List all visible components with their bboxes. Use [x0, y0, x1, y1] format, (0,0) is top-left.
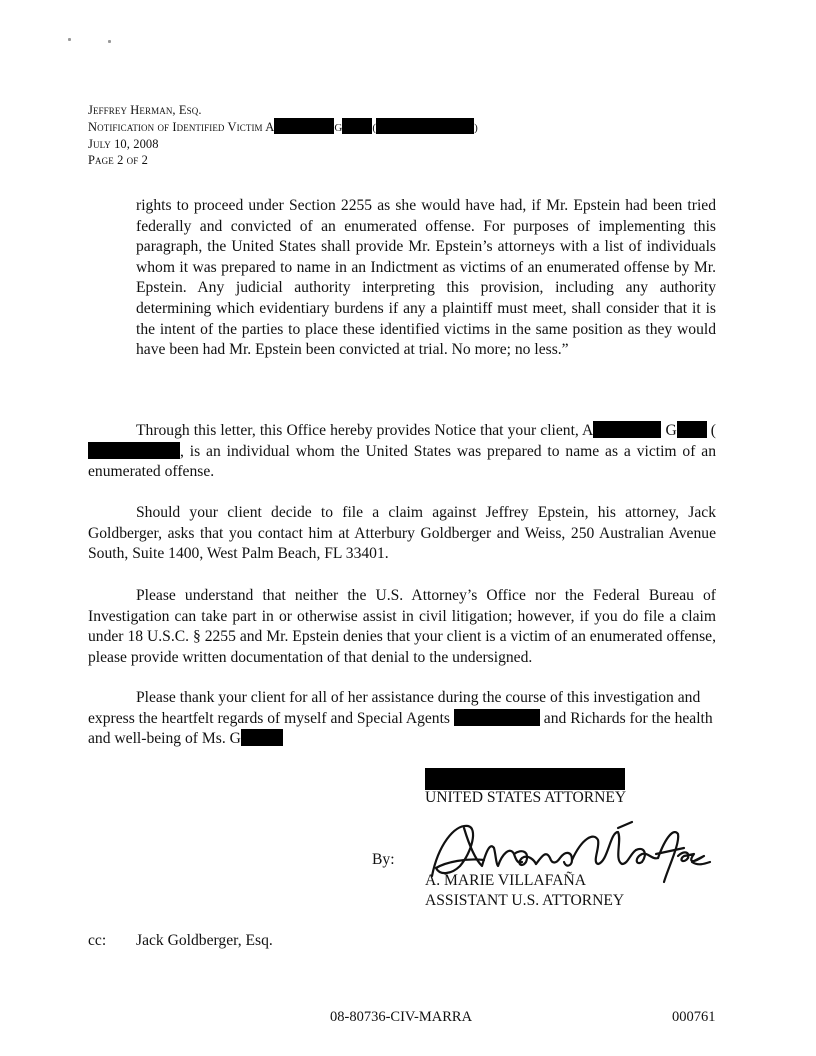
redaction-bar [274, 118, 334, 134]
redaction-bar [241, 729, 283, 746]
letter-header [88, 102, 478, 168]
scan-speck [108, 40, 111, 43]
redaction-bar [593, 421, 661, 438]
signer-name: A. MARIE VILLAFAÑA [425, 872, 586, 889]
signer-title: ASSISTANT U.S. ATTORNEY [425, 892, 625, 909]
quoted-agreement-text: rights to proceed under Section 2255 as she would have had, if Mr. Epstein had been tried federally and convicted of an enumerated offense. For purposes of implementing this paragraph, the United States shall provide Mr. Epstein’s attorneys with a list of individuals whom it was prepared to name in an Indictment as victims of an enumerated offense by Mr. Epstein. Any judicial authority interpreting this provision, including any authority determining which evidentiary burdens if any a plaintiff must meet, shall consider that it is the intent of the parties to place these identified victims in the same position as they would have been had Mr. Epstein been convicted at trial. No more; no less.” [136, 197, 716, 359]
civil-litigation-paragraph: Please understand that neither the U.S. Attorney’s Office nor the Federal Bureau of Investigation can take part in or otherwise assist in civil litigation; however, if you do file a claim under 18 U.S.C. § 2255 and Mr. Epstein denies that your client is a victim of an enumerated offense, please provide written documentation of that denial to the undersigned. [88, 587, 716, 666]
thanks-paragraph: Please thank your client for all of her assistance during the course of this investigation and express the heartfelt regards of myself and Special Agents and Richards for the health and well-being of Ms. G [88, 689, 713, 748]
redaction-bar [342, 118, 372, 134]
notice-paragraph: Through this letter, this Office hereby provides Notice that your client, A G (, is an individual whom the United States was prepared to name as a victim of an enumerated offense. [88, 422, 716, 481]
scan-speck [68, 38, 71, 41]
redaction-bar [454, 709, 540, 726]
cc-line [88, 932, 273, 950]
signer-block [425, 871, 624, 911]
page-number: Page 2 of 2 [88, 153, 148, 167]
redaction-bar [376, 118, 474, 134]
redaction-bar [88, 442, 180, 459]
by-label: By: [372, 851, 395, 868]
bates-number: 000761 [672, 1009, 716, 1025]
recipient-line: Jeffrey Herman, Esq. [88, 103, 202, 117]
subject-line: Notification of Identified Victim A G ( ) [88, 120, 478, 134]
cc-recipient: Jack Goldberger, Esq. [136, 932, 273, 949]
claim-contact-paragraph: Should your client decide to file a claim against Jeffrey Epstein, his attorney, Jack Goldberger, asks that you contact him at Atterbury Goldberger and Weiss, 250 Australian Avenue South, Suite 1400, West Palm Beach, FL 33401. [88, 504, 716, 563]
office-title: UNITED STATES ATTORNEY [425, 789, 627, 806]
letter-date: July 10, 2008 [88, 137, 159, 151]
redaction-bar [425, 768, 625, 790]
case-number: 08-80736-CIV-MARRA [330, 1009, 473, 1025]
redaction-bar [677, 421, 707, 438]
cc-label: cc: [88, 932, 107, 949]
